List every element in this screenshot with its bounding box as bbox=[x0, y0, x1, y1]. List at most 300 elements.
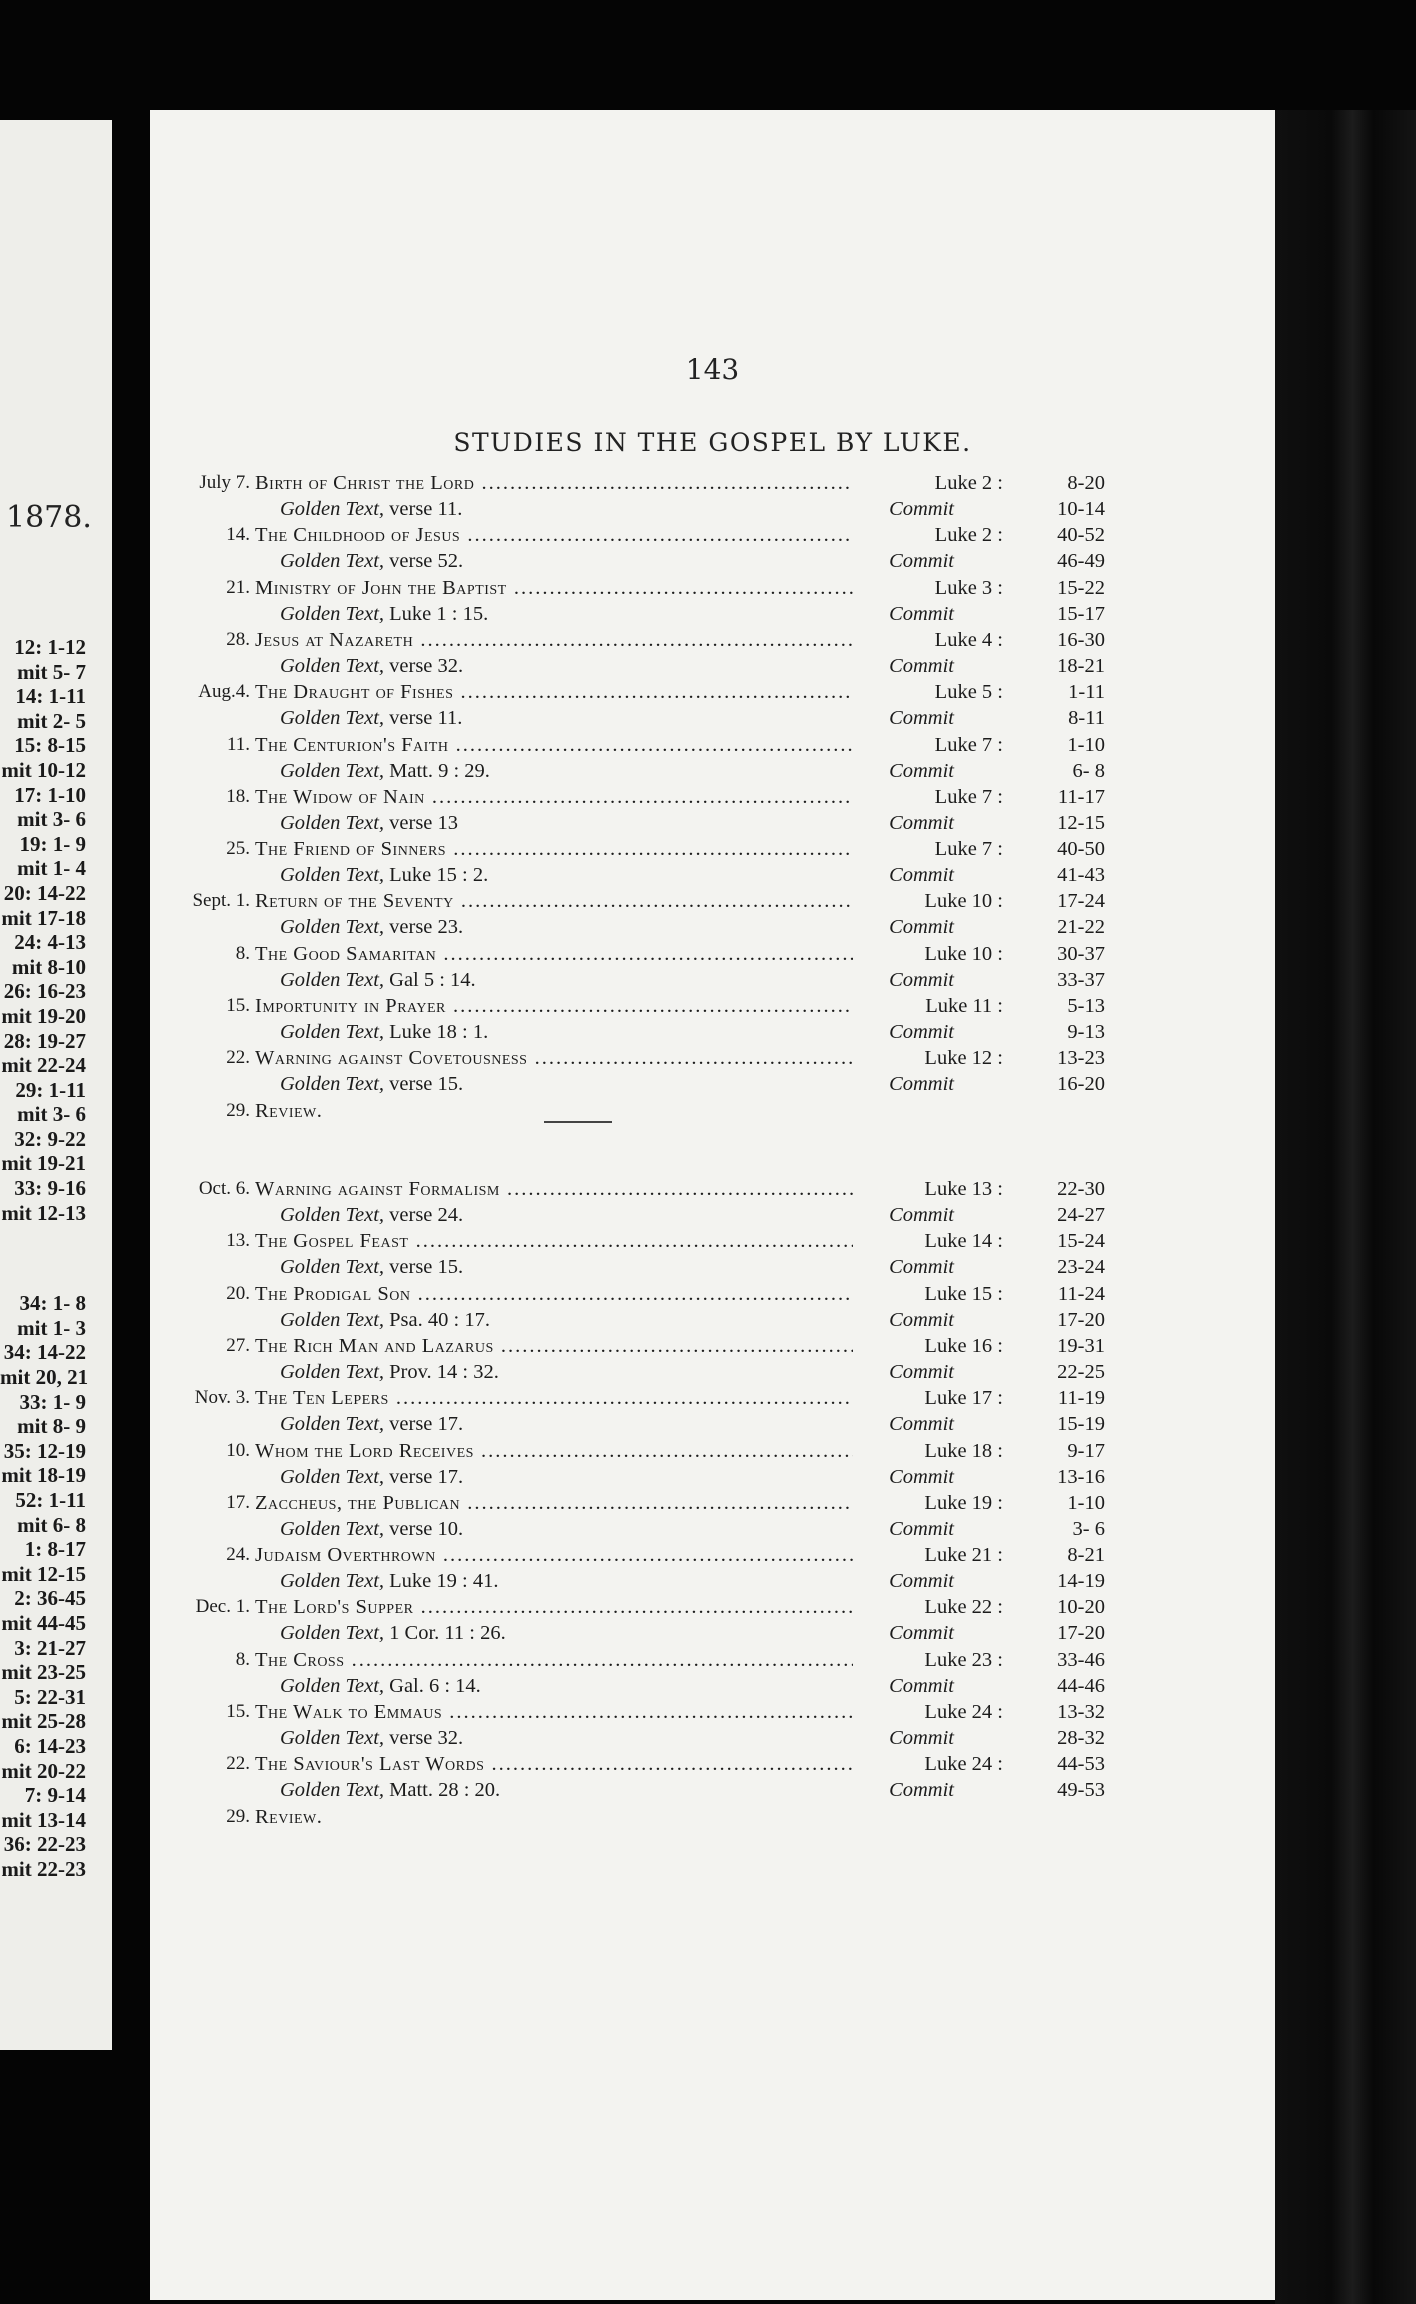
scripture-book: Luke 15 : bbox=[924, 1282, 1003, 1305]
golden-text-reference: verse 13 bbox=[389, 811, 459, 834]
lesson-row bbox=[150, 1178, 1275, 1204]
golden-text-label: Golden Text, bbox=[280, 550, 385, 573]
lesson-title: The Walk to Emmaus ..... bbox=[255, 1701, 853, 1724]
lesson-title: The Widow of Nain ..... bbox=[255, 786, 853, 809]
golden-text-row bbox=[150, 969, 1275, 995]
commit-label: Commit bbox=[889, 1021, 954, 1043]
commit-label: Commit bbox=[889, 1570, 954, 1593]
golden-text-reference: Luke 15 : 2. bbox=[389, 864, 489, 887]
scripture-book: Luke 24 : bbox=[924, 1701, 1003, 1723]
lesson-row bbox=[150, 786, 1275, 812]
golden-text bbox=[280, 1466, 463, 1489]
golden-text-reference: verse 10. bbox=[389, 1517, 464, 1540]
facing-page-ref: 32: 9-22 bbox=[14, 1126, 86, 1151]
lesson-title: Warning against Formalism ..... bbox=[255, 1178, 853, 1201]
golden-text-label: Golden Text, bbox=[280, 864, 385, 887]
commit-range: 24-27 bbox=[1057, 1204, 1105, 1226]
facing-page-ref: 3: 21-27 bbox=[14, 1635, 86, 1660]
golden-text-label: Golden Text, bbox=[280, 1622, 385, 1645]
facing-page-ref: mit 13-14 bbox=[1, 1807, 86, 1832]
facing-page-ref: 5: 22-31 bbox=[14, 1684, 86, 1709]
golden-text-label: Golden Text, bbox=[280, 1517, 385, 1540]
golden-text bbox=[280, 1518, 463, 1541]
scripture-book: Luke 19 : bbox=[924, 1491, 1003, 1514]
commit-label: Commit bbox=[889, 1622, 954, 1645]
scripture-book: Luke 12 : bbox=[924, 1047, 1003, 1070]
scripture-range: 30-37 bbox=[1057, 942, 1105, 965]
facing-page-ref: 35: 12-19 bbox=[3, 1438, 86, 1463]
golden-text bbox=[280, 1413, 463, 1436]
scripture-range: 17-24 bbox=[1057, 890, 1105, 913]
facing-page-ref bbox=[0, 1225, 112, 1291]
lesson-date: Aug.4. bbox=[198, 681, 250, 703]
golden-text-label: Golden Text, bbox=[280, 1779, 385, 1802]
page-title: STUDIES IN THE GOSPEL BY LUKE. bbox=[453, 428, 972, 457]
lesson-row bbox=[150, 890, 1275, 916]
scripture-range: 1-10 bbox=[1067, 1491, 1105, 1514]
facing-page-ref: mit 25-28 bbox=[1, 1709, 86, 1734]
golden-text bbox=[280, 1073, 463, 1096]
golden-text-reference: verse 11. bbox=[389, 707, 463, 730]
golden-text bbox=[280, 812, 458, 835]
commit-range: 14-19 bbox=[1057, 1570, 1105, 1593]
golden-text-reference: verse 32. bbox=[389, 654, 464, 677]
golden-text bbox=[280, 498, 462, 521]
golden-text-row bbox=[150, 1570, 1275, 1596]
lesson-row bbox=[150, 524, 1275, 550]
facing-page-ref: 12: 1-12 bbox=[14, 635, 86, 659]
facing-page-ref: 29: 1-11 bbox=[15, 1077, 86, 1102]
scripture-range: 9-17 bbox=[1067, 1439, 1105, 1462]
golden-text-reference: 1 Cor. 11 : 26. bbox=[389, 1622, 506, 1645]
commit-range: 17-20 bbox=[1057, 1622, 1105, 1645]
commit-label: Commit bbox=[889, 654, 954, 677]
lesson-title: The Prodigal Son ..... bbox=[255, 1283, 853, 1306]
golden-text-reference: Psa. 40 : 17. bbox=[389, 1308, 490, 1331]
lesson-date: 21. bbox=[226, 576, 250, 598]
golden-text-label: Golden Text, bbox=[280, 1570, 385, 1593]
golden-text-label: Golden Text, bbox=[280, 759, 385, 782]
lesson-row bbox=[150, 629, 1275, 655]
commit-label: Commit bbox=[889, 968, 954, 991]
facing-page-ref: mit 19-20 bbox=[1, 1003, 86, 1028]
facing-page-ref: 15: 8-15 bbox=[14, 733, 86, 758]
commit-label: Commit bbox=[889, 1674, 954, 1697]
lesson-date: 17. bbox=[226, 1491, 250, 1513]
golden-text-label: Golden Text, bbox=[280, 1204, 385, 1226]
review-date: 29. bbox=[226, 1805, 250, 1827]
commit-range: 44-46 bbox=[1057, 1674, 1105, 1697]
scripture-range: 11-24 bbox=[1057, 1282, 1105, 1305]
lesson-date: 8. bbox=[235, 942, 250, 964]
lesson-date: Sept. 1. bbox=[192, 890, 250, 912]
lesson-row bbox=[150, 943, 1275, 969]
golden-text-reference: verse 11. bbox=[389, 498, 463, 520]
golden-text bbox=[280, 1727, 463, 1750]
lesson-row bbox=[150, 838, 1275, 864]
golden-text bbox=[280, 760, 490, 783]
golden-text-row bbox=[150, 707, 1275, 733]
facing-page-ref: 28: 19-27 bbox=[3, 1028, 86, 1053]
scripture-book: Luke 7 : bbox=[934, 838, 1003, 861]
facing-page-ref: mit 8- 9 bbox=[17, 1414, 86, 1439]
facing-page-ref: mit 1- 4 bbox=[17, 856, 86, 881]
facing-page-ref: mit 22-24 bbox=[1, 1053, 86, 1078]
golden-text bbox=[280, 1021, 488, 1044]
lesson-row bbox=[150, 1492, 1275, 1518]
facing-page-ref: mit 23-25 bbox=[1, 1660, 86, 1685]
commit-range: 6- 8 bbox=[1072, 759, 1105, 782]
scripture-range: 10-20 bbox=[1057, 1596, 1105, 1619]
facing-page-ref: 17: 1-10 bbox=[14, 782, 86, 807]
golden-text bbox=[280, 707, 462, 730]
facing-page-ref: 20: 14-22 bbox=[3, 880, 86, 905]
golden-text-label: Golden Text, bbox=[280, 811, 385, 834]
facing-page-ref: 26: 16-23 bbox=[3, 979, 86, 1004]
facing-page-ref: 24: 4-13 bbox=[14, 930, 86, 955]
lesson-row bbox=[150, 1335, 1275, 1361]
scripture-range: 40-52 bbox=[1057, 524, 1105, 547]
commit-range: 28-32 bbox=[1057, 1727, 1105, 1749]
commit-range: 18-21 bbox=[1057, 654, 1105, 677]
golden-text bbox=[280, 1309, 490, 1332]
lesson-title: The Draught of Fishes ..... bbox=[255, 681, 853, 704]
commit-label: Commit bbox=[889, 1779, 954, 1802]
commit-label: Commit bbox=[889, 498, 954, 520]
golden-text-label: Golden Text, bbox=[280, 1674, 385, 1697]
commit-range: 15-19 bbox=[1057, 1413, 1105, 1436]
lesson-title: Jesus at Nazareth ..... bbox=[255, 629, 853, 652]
lesson-row bbox=[150, 472, 1275, 498]
facing-page-ref: mit 19-21 bbox=[1, 1151, 86, 1176]
golden-text bbox=[280, 1779, 500, 1802]
golden-text-reference: verse 15. bbox=[389, 1073, 464, 1096]
facing-page-ref: mit 10-12 bbox=[1, 757, 86, 782]
golden-text-row bbox=[150, 1466, 1275, 1492]
golden-text-reference: verse 23. bbox=[389, 916, 464, 939]
commit-label: Commit bbox=[889, 1517, 954, 1540]
golden-text-label: Golden Text, bbox=[280, 1360, 385, 1383]
commit-range: 16-20 bbox=[1057, 1073, 1105, 1096]
facing-page-ref: 2: 36-45 bbox=[14, 1586, 86, 1611]
golden-text-row bbox=[150, 1727, 1275, 1753]
golden-text-row bbox=[150, 603, 1275, 629]
lesson-date: 10. bbox=[226, 1439, 250, 1461]
commit-label: Commit bbox=[889, 1204, 954, 1226]
scripture-range: 1-10 bbox=[1067, 733, 1105, 756]
lesson-row bbox=[150, 1649, 1275, 1675]
golden-text-row bbox=[150, 550, 1275, 576]
golden-text-row bbox=[150, 864, 1275, 890]
golden-text-row bbox=[150, 1779, 1275, 1805]
scripture-range: 11-17 bbox=[1057, 785, 1105, 808]
facing-page bbox=[0, 120, 112, 2050]
lesson-title: Judaism Overthrown ..... bbox=[255, 1544, 853, 1567]
lesson-date: 14. bbox=[226, 524, 250, 546]
golden-text-reference: Prov. 14 : 32. bbox=[389, 1360, 499, 1383]
commit-label: Commit bbox=[889, 916, 954, 939]
scripture-range: 15-24 bbox=[1057, 1230, 1105, 1253]
scripture-book: Luke 14 : bbox=[924, 1230, 1003, 1253]
lesson-title: The Gospel Feast ..... bbox=[255, 1230, 853, 1253]
page-number: 143 bbox=[685, 353, 740, 386]
book-page bbox=[150, 110, 1275, 2300]
golden-text-label: Golden Text, bbox=[280, 1465, 385, 1488]
lesson-date: Oct. 6. bbox=[198, 1178, 250, 1199]
golden-text-reference: verse 17. bbox=[389, 1465, 464, 1488]
commit-range: 9-13 bbox=[1067, 1021, 1105, 1043]
golden-text-reference: verse 17. bbox=[389, 1413, 464, 1436]
scripture-range: 22-30 bbox=[1057, 1178, 1105, 1200]
scripture-book: Luke 13 : bbox=[924, 1178, 1003, 1200]
lesson-date: Dec. 1. bbox=[195, 1596, 250, 1618]
lesson-date: 22. bbox=[226, 1753, 250, 1775]
facing-page-ref: mit 20, 21 bbox=[0, 1365, 89, 1390]
golden-text-row bbox=[150, 498, 1275, 524]
commit-label: Commit bbox=[889, 1413, 954, 1436]
lesson-row bbox=[150, 1283, 1275, 1309]
facing-page-ref: mit 5- 7 bbox=[17, 659, 86, 684]
commit-range: 23-24 bbox=[1057, 1256, 1105, 1279]
scripture-book: Luke 11 : bbox=[925, 995, 1003, 1017]
commit-range: 12-15 bbox=[1057, 811, 1105, 834]
facing-page-ref: mit 17-18 bbox=[1, 905, 86, 930]
lesson-title: The Ten Lepers ..... bbox=[255, 1387, 853, 1410]
scripture-book: Luke 24 : bbox=[924, 1753, 1003, 1776]
commit-range: 17-20 bbox=[1057, 1308, 1105, 1331]
lesson-title: The Good Samaritan ..... bbox=[255, 943, 853, 966]
scripture-book: Luke 17 : bbox=[924, 1387, 1003, 1410]
scripture-range: 19-31 bbox=[1057, 1334, 1105, 1357]
lesson-date: 15. bbox=[226, 995, 250, 1016]
scripture-range: 15-22 bbox=[1057, 576, 1105, 599]
facing-page-ref: 19: 1- 9 bbox=[19, 831, 86, 856]
commit-range: 33-37 bbox=[1057, 968, 1105, 991]
golden-text-reference: Luke 19 : 41. bbox=[389, 1570, 499, 1593]
scripture-book: Luke 18 : bbox=[924, 1439, 1003, 1462]
golden-text bbox=[280, 969, 476, 992]
lesson-date: 28. bbox=[226, 628, 250, 650]
facing-page-ref: 6: 14-23 bbox=[14, 1733, 86, 1758]
golden-text-reference: Gal 5 : 14. bbox=[389, 968, 476, 991]
review-row bbox=[150, 1806, 1275, 1832]
scripture-book: Luke 2 : bbox=[934, 472, 1003, 494]
golden-text-reference: Matt. 28 : 20. bbox=[389, 1779, 501, 1802]
lesson-date: 24. bbox=[226, 1544, 250, 1566]
golden-text-label: Golden Text, bbox=[280, 1727, 385, 1749]
golden-text bbox=[280, 1204, 463, 1227]
facing-page-ref: mit 12-13 bbox=[1, 1200, 86, 1225]
scripture-range: 13-32 bbox=[1057, 1701, 1105, 1723]
golden-text bbox=[280, 1256, 463, 1279]
facing-page-ref: 33: 9-16 bbox=[14, 1176, 86, 1201]
lesson-title: Importunity in Prayer ..... bbox=[255, 995, 853, 1018]
golden-text-label: Golden Text, bbox=[280, 498, 385, 520]
lesson-row bbox=[150, 577, 1275, 603]
golden-text-reference: Luke 18 : 1. bbox=[389, 1021, 489, 1043]
lesson-title: Ministry of John the Baptist ..... bbox=[255, 577, 853, 600]
commit-range: 13-16 bbox=[1057, 1465, 1105, 1488]
scripture-book: Luke 2 : bbox=[934, 524, 1003, 547]
facing-page-ref: mit 1- 3 bbox=[17, 1315, 86, 1340]
lesson-title: Whom the Lord Receives ..... bbox=[255, 1440, 853, 1463]
review-title: Review. bbox=[255, 1099, 323, 1122]
golden-text-row bbox=[150, 1413, 1275, 1439]
scripture-range: 5-13 bbox=[1067, 995, 1105, 1017]
golden-text-row bbox=[150, 1622, 1275, 1648]
scripture-range: 16-30 bbox=[1057, 628, 1105, 651]
lesson-date: Nov. 3. bbox=[194, 1387, 250, 1409]
facing-page-ref: mit 6- 8 bbox=[17, 1512, 86, 1537]
scripture-range: 13-23 bbox=[1057, 1047, 1105, 1070]
scripture-book: Luke 10 : bbox=[924, 890, 1003, 913]
lesson-date: 11. bbox=[226, 733, 250, 755]
book-spine bbox=[1275, 110, 1416, 2304]
commit-range: 41-43 bbox=[1057, 864, 1105, 887]
facing-page-references bbox=[0, 635, 112, 1882]
facing-page-ref: mit 3- 6 bbox=[17, 807, 86, 832]
commit-range: 49-53 bbox=[1057, 1779, 1105, 1802]
lesson-date: July 7. bbox=[199, 472, 250, 493]
review-row bbox=[150, 1100, 1275, 1126]
scripture-range: 44-53 bbox=[1057, 1753, 1105, 1776]
lesson-row bbox=[150, 1440, 1275, 1466]
golden-text-row bbox=[150, 1675, 1275, 1701]
commit-label: Commit bbox=[889, 602, 954, 625]
lesson-title: The Saviour's Last Words ..... bbox=[255, 1753, 853, 1776]
scripture-book: Luke 3 : bbox=[934, 576, 1003, 599]
commit-label: Commit bbox=[889, 864, 954, 887]
facing-page-ref: 7: 9-14 bbox=[24, 1783, 86, 1808]
scripture-book: Luke 5 : bbox=[934, 681, 1003, 704]
scripture-range: 33-46 bbox=[1057, 1648, 1105, 1671]
golden-text-label: Golden Text, bbox=[280, 1021, 385, 1043]
commit-range: 15-17 bbox=[1057, 602, 1105, 625]
scripture-book: Luke 22 : bbox=[924, 1596, 1003, 1619]
lesson-date: 8. bbox=[235, 1648, 250, 1670]
golden-text bbox=[280, 1675, 481, 1698]
golden-text bbox=[280, 916, 463, 939]
commit-range: 8-11 bbox=[1068, 707, 1105, 730]
lesson-title: Birth of Christ the Lord ..... bbox=[255, 472, 853, 495]
scripture-book: Luke 21 : bbox=[924, 1544, 1003, 1567]
scripture-book: Luke 7 : bbox=[934, 733, 1003, 756]
scripture-book: Luke 10 : bbox=[924, 942, 1003, 965]
golden-text-reference: verse 24. bbox=[389, 1204, 464, 1226]
lesson-title: The Friend of Sinners ..... bbox=[255, 838, 853, 861]
commit-label: Commit bbox=[889, 1308, 954, 1331]
scripture-range: 11-19 bbox=[1057, 1387, 1105, 1410]
review-date: 29. bbox=[226, 1099, 250, 1121]
lesson-title: The Rich Man and Lazarus ..... bbox=[255, 1335, 853, 1358]
facing-page-ref: mit 22-23 bbox=[1, 1856, 86, 1881]
golden-text-label: Golden Text, bbox=[280, 1308, 385, 1331]
golden-text-label: Golden Text, bbox=[280, 602, 385, 625]
scripture-book: Luke 7 : bbox=[934, 785, 1003, 808]
commit-label: Commit bbox=[889, 1465, 954, 1488]
golden-text-row bbox=[150, 1309, 1275, 1335]
lesson-row bbox=[150, 995, 1275, 1021]
lesson-date: 22. bbox=[226, 1047, 250, 1069]
golden-text-row bbox=[150, 1256, 1275, 1282]
golden-text bbox=[280, 1361, 499, 1384]
lesson-row bbox=[150, 1753, 1275, 1779]
facing-page-ref: 36: 22-23 bbox=[3, 1832, 86, 1857]
lesson-row bbox=[150, 1701, 1275, 1727]
lesson-row bbox=[150, 1596, 1275, 1622]
facing-page-ref: mit 12-15 bbox=[1, 1561, 86, 1586]
lesson-date: 18. bbox=[226, 785, 250, 807]
golden-text-label: Golden Text, bbox=[280, 1256, 385, 1279]
lesson-date: 13. bbox=[226, 1230, 250, 1252]
scripture-range: 1-11 bbox=[1068, 681, 1105, 704]
commit-label: Commit bbox=[889, 550, 954, 573]
golden-text-reference: Gal. 6 : 14. bbox=[389, 1674, 481, 1697]
lesson-row bbox=[150, 734, 1275, 760]
facing-page-ref: 52: 1-11 bbox=[15, 1488, 86, 1512]
facing-page-ref: 1: 8-17 bbox=[24, 1537, 86, 1562]
lesson-row bbox=[150, 1047, 1275, 1073]
golden-text bbox=[280, 550, 463, 573]
lesson-row bbox=[150, 1230, 1275, 1256]
golden-text-label: Golden Text, bbox=[280, 1413, 385, 1436]
lesson-title: Warning against Covetousness ..... bbox=[255, 1047, 853, 1070]
facing-page-ref: mit 2- 5 bbox=[17, 708, 86, 733]
lesson-row bbox=[150, 1387, 1275, 1413]
lesson-title: The Cross ..... bbox=[255, 1649, 853, 1672]
lesson-title: Return of the Seventy ..... bbox=[255, 890, 853, 913]
commit-label: Commit bbox=[889, 1256, 954, 1279]
scripture-book: Luke 4 : bbox=[934, 628, 1003, 651]
commit-label: Commit bbox=[889, 1727, 954, 1749]
commit-label: Commit bbox=[889, 1073, 954, 1096]
facing-page-ref: mit 20-22 bbox=[1, 1758, 86, 1783]
scripture-range: 8-21 bbox=[1067, 1544, 1105, 1567]
golden-text-reference: verse 52. bbox=[389, 550, 464, 573]
facing-page-ref: mit 18-19 bbox=[1, 1463, 86, 1488]
lesson-title: The Centurion's Faith ..... bbox=[255, 734, 853, 757]
facing-page-ref: 14: 1-11 bbox=[15, 684, 86, 709]
golden-text-reference: verse 32. bbox=[389, 1727, 464, 1749]
facing-page-ref: 33: 1- 9 bbox=[19, 1389, 86, 1414]
commit-label: Commit bbox=[889, 707, 954, 730]
lesson-date: 25. bbox=[226, 838, 250, 860]
facing-page-year: 1878. bbox=[6, 500, 92, 535]
commit-label: Commit bbox=[889, 1360, 954, 1383]
golden-text bbox=[280, 655, 463, 678]
commit-label: Commit bbox=[889, 811, 954, 834]
lesson-row bbox=[150, 1544, 1275, 1570]
facing-page-ref: mit 8-10 bbox=[11, 954, 86, 979]
review-title: Review. bbox=[255, 1805, 323, 1828]
scripture-range: 40-50 bbox=[1057, 838, 1105, 861]
golden-text-label: Golden Text, bbox=[280, 654, 385, 677]
golden-text-row bbox=[150, 760, 1275, 786]
golden-text-label: Golden Text, bbox=[280, 916, 385, 939]
facing-page-ref: 34: 14-22 bbox=[3, 1340, 86, 1365]
commit-range: 21-22 bbox=[1057, 916, 1105, 939]
golden-text-row bbox=[150, 1073, 1275, 1099]
golden-text-row bbox=[150, 655, 1275, 681]
golden-text bbox=[280, 1570, 498, 1593]
facing-page-ref: mit 3- 6 bbox=[17, 1102, 86, 1127]
commit-range: 3- 6 bbox=[1072, 1517, 1105, 1540]
scripture-range: 8-20 bbox=[1067, 472, 1105, 494]
lesson-title: The Lord's Supper ..... bbox=[255, 1596, 853, 1619]
golden-text-label: Golden Text, bbox=[280, 968, 385, 991]
golden-text-row bbox=[150, 916, 1275, 942]
lesson-date: 27. bbox=[226, 1334, 250, 1356]
